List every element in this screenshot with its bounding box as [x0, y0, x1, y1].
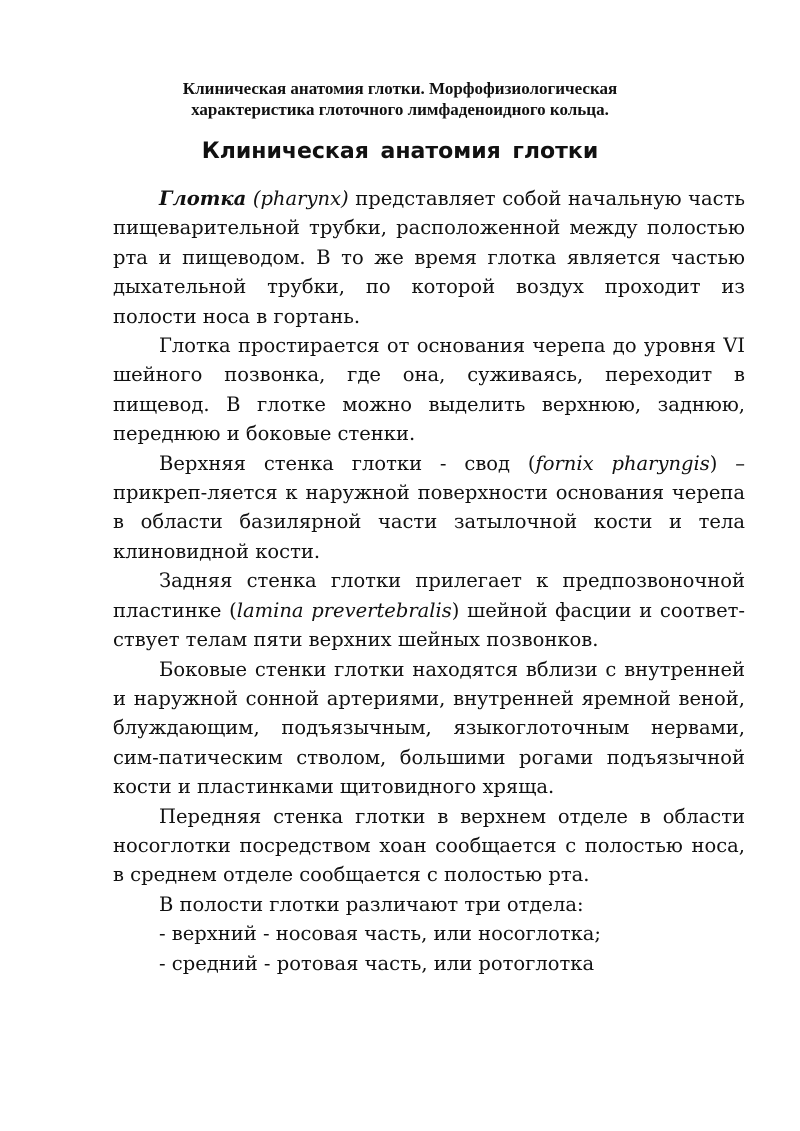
- paragraph-5: Боковые стенки глотки находятся вблизи с внутренней и наружной сонной артериями, внутренней яремной веной, блуждающим, подъязычным, языкоглоточным нервами, сим-патическим стволом, большими рогами подъязычной кости и пластинками щитовидного хряща.: [113, 657, 745, 799]
- list-item-middle: - средний - ротовая часть, или ротоглотка: [159, 951, 595, 975]
- paragraph-4-text-after: ) шейной фасции и соответ-ствует телам пяти верхних шейных позвонков.: [113, 598, 746, 652]
- document-header: [130, 78, 670, 120]
- paragraph-1: [113, 184, 745, 331]
- paragraph-4: [113, 566, 745, 654]
- paragraph-3: [113, 449, 745, 567]
- paragraph-3-text-after: ) – прикреп-ляется к наружной поверхности основания черепа в области базилярной части затылочной кости и тела клиновидной кости.: [113, 451, 745, 563]
- header-line-2: характеристика глоточного лимфаденоидного кольца.: [191, 100, 609, 119]
- header-line-1: Клиническая анатомия глотки. Морфофизиологическая: [182, 79, 618, 98]
- term-pharynx: Глотка: [159, 187, 247, 210]
- paragraph-2: Глотка простирается от основания черепа до уровня VI шейного позвонка, где она, суживаясь, переходит в пищевод. В глотке можно выделить верхнюю, заднюю, переднюю и боковые стенки.: [113, 334, 745, 446]
- term-pharynx-latin: (pharynx): [252, 187, 349, 210]
- latin-fornix-pharyngis: fornix pharyngis: [535, 451, 710, 475]
- paragraph-4-text-before: Задняя стенка глотки прилегает к предпозвоночной пластинке (: [113, 569, 745, 622]
- paragraph-7: В полости глотки различают три отдела:: [159, 892, 584, 916]
- section-title: Клиническая анатомия глотки: [201, 139, 599, 164]
- list-item-upper: - верхний - носовая часть, или носоглотка;: [159, 922, 601, 946]
- paragraph-3-text-before: Верхняя стенка глотки - свод (: [159, 451, 536, 475]
- latin-lamina-prevertebralis: lamina prevertebralis: [236, 598, 452, 622]
- paragraph-6: Передняя стенка глотки в верхнем отделе в области носоглотки посредством хоан сообщается с полостью носа, в среднем отделе сообщается с полостью рта.: [113, 804, 745, 887]
- document-body: [113, 184, 745, 978]
- paragraph-1-text: представляет собой начальную часть пищеварительной трубки, расположенной между полостью рта и пищеводом. В то же время глотка является частью дыхательной трубки, по которой воздух проходит из полости носа в гортань.: [113, 187, 745, 328]
